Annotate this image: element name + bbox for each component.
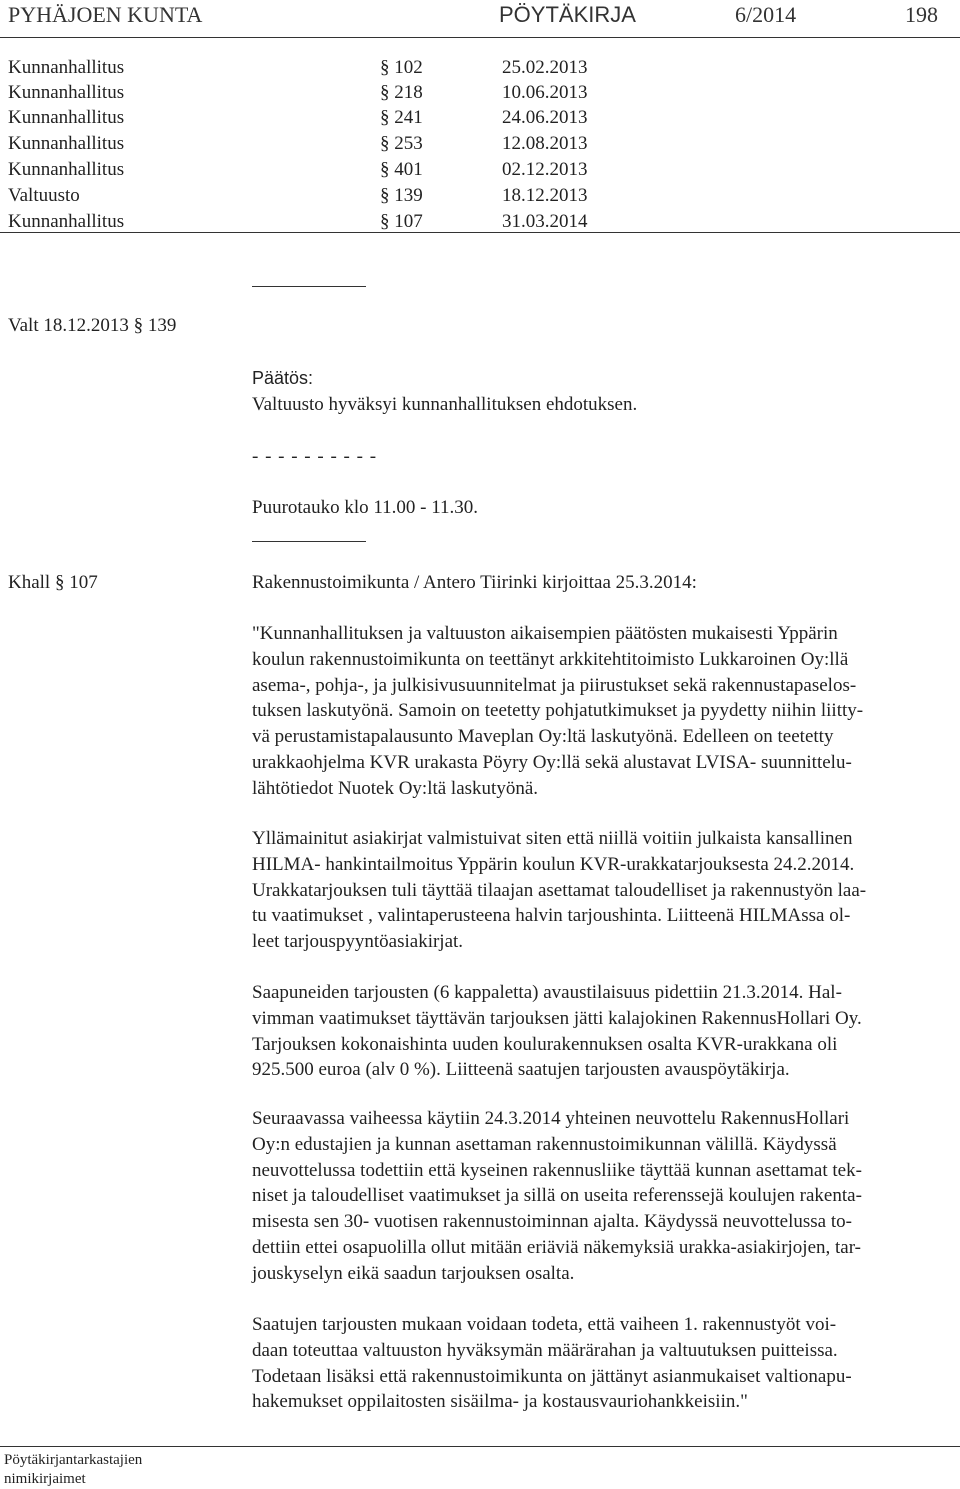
- separator-line-2: [252, 541, 366, 542]
- break-note: Puurotauko klo 11.00 - 11.30.: [252, 497, 479, 518]
- history-body: Kunnanhallitus: [8, 107, 125, 128]
- history-date: 10.06.2013: [502, 82, 588, 103]
- history-section: § 102: [380, 57, 423, 78]
- history-date: 24.06.2013: [502, 107, 588, 128]
- paragraph-line: tuksen laskutyönä. Samoin on teetetty pohjatutkimukset ja pyydetty niihin liitty-: [252, 700, 864, 722]
- paragraph-line: koulun rakennustoimikunta on teettänyt arkkitehtitoimisto Lukkaroinen Oy:llä: [252, 648, 849, 670]
- header-rule: [0, 37, 960, 38]
- document-type: PÖYTÄKIRJA: [499, 2, 636, 27]
- paragraph-line: jouskyselyn eikä saadun tarjouksen osalta.: [252, 1262, 575, 1284]
- issue-number: 6/2014: [735, 2, 797, 27]
- history-date: 31.03.2014: [502, 211, 588, 232]
- history-section: § 241: [380, 107, 423, 128]
- paragraph-line: dettiin ettei osapuolilla ollut mitään eriäviä näkemyksiä urakka-asiakirjojen, tar-: [252, 1236, 861, 1258]
- paragraph-line: "Kunnanhallituksen ja valtuuston aikaisempien päätösten mukaisesti Yppärin: [252, 623, 838, 644]
- history-section: § 107: [380, 211, 423, 232]
- history-body: Kunnanhallitus: [8, 133, 125, 154]
- paragraph-line: hakemukset oppilaitosten sisäilma- ja kostausvauriohankkeisiin.": [252, 1391, 748, 1413]
- paragraph-line: lähtötiedot Nuotek Oy:ltä laskutyönä.: [252, 777, 539, 799]
- history-section: § 253: [380, 133, 423, 154]
- body-paragraph: [252, 1106, 958, 1287]
- paragraph-line: Saatujen tarjousten mukaan voidaan todeta, että vaiheen 1. rakennustyöt voi-: [252, 1314, 837, 1335]
- paragraph-line: Urakkatarjouksen tuli täyttää tilaajan asettamat taloudelliset ja rakennustyön laa-: [252, 879, 867, 901]
- paragraph-line: Oy:n edustajien ja kunnan asettaman rakennustoimikunnan välillä. Käydyssä: [252, 1133, 837, 1155]
- paragraph-line: Yllämainitut asiakirjat valmistuivat siten että niillä voitiin julkaista kansallinen: [252, 828, 853, 849]
- history-body: Kunnanhallitus: [8, 159, 125, 180]
- paragraph-line: HILMA- hankintailmoitus Yppärin koulun KVR-urakkatarjouksesta 24.2.2014.: [252, 853, 855, 875]
- paragraph-line: misesta sen 30- vuotisen rakennustoiminnan ajalta. Käydyssä neuvottelussa to-: [252, 1211, 852, 1233]
- page-number: 198: [905, 2, 938, 27]
- body-paragraph: [252, 980, 958, 1083]
- paragraph-line: vimman vaatimukset täyttävän tarjouksen jätti kalajokinen RakennusHollari Oy.: [252, 1007, 862, 1029]
- paragraph-line: Todetaan lisäksi että rakennustoimikunta on jättänyt asianmukaiset valtionapu-: [252, 1365, 852, 1387]
- footer-rule: [0, 1446, 960, 1447]
- history-body: Valtuusto: [8, 185, 80, 206]
- paragraph-line: 925.500 euroa (alv 0 %). Liitteenä saatujen tarjousten avauspöytäkirja.: [252, 1059, 790, 1081]
- history-section: § 218: [380, 82, 423, 103]
- paragraph-line: tu vaatimukset , valintaperusteena halvin tarjoushinta. Liitteenä HILMAssa ol-: [252, 905, 851, 927]
- paragraph-line: vä perustamistapalausunto Maveplan Oy:ltä laskutyönä. Edelleen on teetetty: [252, 726, 834, 748]
- dash-separator: - - - - - - - - - -: [252, 446, 378, 467]
- valt-reference: Valt 18.12.2013 § 139: [8, 315, 177, 336]
- decision-text: Valtuusto hyväksyi kunnanhallituksen ehdotuksen.: [252, 394, 638, 415]
- paragraph-line: neuvottelussa todettiin että kyseinen rakennusliike täyttää kunnan asettamat tek-: [252, 1159, 862, 1181]
- history-date: 18.12.2013: [502, 185, 588, 206]
- paragraph-line: daan toteuttaa valtuuston hyväksymän määrärahan ja valtuutuksen puitteissa.: [252, 1339, 838, 1361]
- decision-label: Päätös:: [252, 368, 314, 388]
- paragraph-line: asema-, pohja-, ja julkisivusuunnitelmat ja piirustukset sekä rakennustapaselos-: [252, 674, 857, 696]
- paragraph-line: Tarjouksen kokonaishinta uuden koulurakennuksen osalta KVR-urakkana oli: [252, 1033, 838, 1055]
- paragraph-line: Seuraavassa vaiheessa käytiin 24.3.2014 yhteinen neuvottelu RakennusHollari: [252, 1108, 850, 1129]
- history-date: 12.08.2013: [502, 133, 588, 154]
- history-date: 02.12.2013: [502, 159, 588, 180]
- footer-initials-label: nimikirjaimet: [4, 1471, 86, 1487]
- paragraph-line: niset ja taloudelliset vaatimukset ja sillä on useita referenssejä koulujen rakenta-: [252, 1185, 862, 1207]
- footer-reviewers-label: Pöytäkirjantarkastajien: [4, 1452, 143, 1468]
- body-paragraph: [252, 621, 958, 802]
- khall-reference: Khall § 107: [8, 572, 98, 593]
- history-section: § 401: [380, 159, 423, 180]
- paragraph-line: urakkaohjelma KVR urakasta Pöyry Oy:llä sekä alustavat LVISA- suunnittelu-: [252, 751, 852, 773]
- history-section: § 139: [380, 185, 423, 206]
- history-body: Kunnanhallitus: [8, 57, 125, 78]
- section-heading: Rakennustoimikunta / Antero Tiirinki kirjoittaa 25.3.2014:: [252, 572, 697, 593]
- body-paragraph: [252, 826, 958, 955]
- history-body: Kunnanhallitus: [8, 82, 125, 103]
- paragraph-line: leet tarjouspyyntöasiakirjat.: [252, 931, 464, 953]
- separator-line: [252, 286, 366, 287]
- municipality-name: PYHÄJOEN KUNTA: [8, 2, 203, 27]
- paragraph-line: Saapuneiden tarjousten (6 kappaletta) avaustilaisuus pidettiin 21.3.2014. Hal-: [252, 982, 842, 1003]
- history-rule: [0, 232, 960, 233]
- history-body: Kunnanhallitus: [8, 211, 125, 232]
- history-date: 25.02.2013: [502, 57, 588, 78]
- body-paragraph: [252, 1312, 958, 1415]
